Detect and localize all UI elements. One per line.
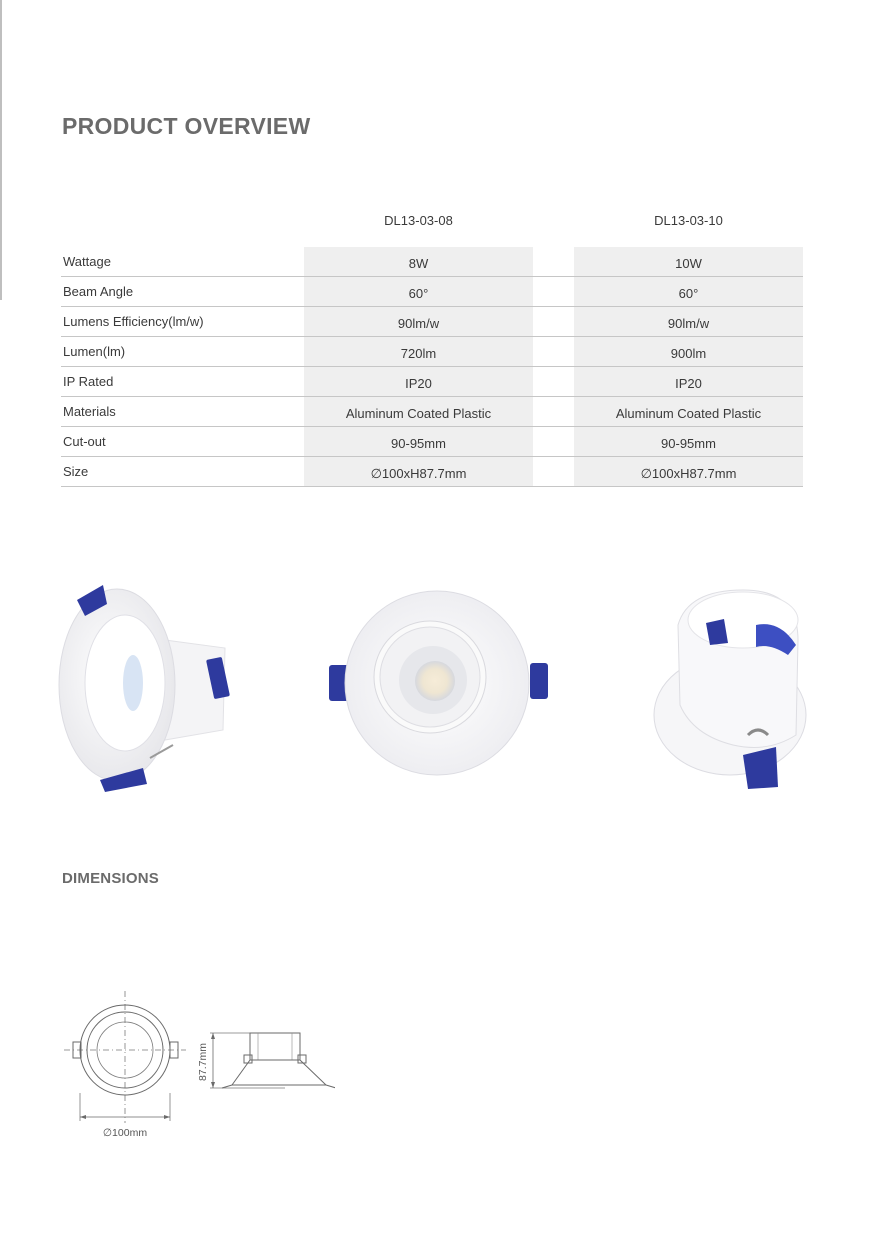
model-2-header: DL13-03-10	[654, 213, 723, 228]
spec-value-model-1: ∅100xH87.7mm	[370, 466, 467, 481]
dimension-drawing	[60, 985, 335, 1145]
spec-label: Beam Angle	[63, 284, 134, 299]
spec-value-model-1: 720lm	[400, 346, 437, 361]
spec-value-model-1: 90-95mm	[391, 436, 446, 451]
product-photo-front	[325, 585, 550, 785]
spec-value-model-2: ∅100xH87.7mm	[640, 466, 737, 481]
spec-value-model-1: 60°	[408, 286, 429, 301]
spec-label: Materials	[63, 404, 116, 419]
product-photo-angled	[55, 580, 245, 795]
spec-label: Cut-out	[63, 434, 106, 449]
spec-value-model-2: 10W	[675, 256, 702, 271]
spec-label: Size	[63, 464, 89, 479]
model-1-header: DL13-03-08	[384, 213, 453, 228]
spec-table	[61, 247, 803, 487]
spec-value-model-1: 8W	[408, 256, 429, 271]
page-edge-line	[0, 0, 2, 300]
spec-value-model-1: 90lm/w	[397, 316, 440, 331]
spec-value-model-1: IP20	[405, 376, 432, 391]
spec-label: Lumens Efficiency(lm/w)	[63, 314, 204, 329]
spec-value-model-2: 900lm	[670, 346, 707, 361]
spec-value-model-2: 90lm/w	[667, 316, 710, 331]
diameter-label: ∅100mm	[102, 1127, 148, 1139]
spec-row-cut-out	[61, 427, 803, 457]
spec-label: IP Rated	[63, 374, 114, 389]
spec-row-lumen	[61, 337, 803, 367]
spec-value-model-2: 60°	[678, 286, 699, 301]
spec-row-lumens-efficiency	[61, 307, 803, 337]
page-title: PRODUCT OVERVIEW	[62, 113, 311, 139]
spec-value-model-1: Aluminum Coated Plastic	[345, 406, 492, 421]
product-photo-rear	[648, 585, 808, 795]
spec-value-model-2: Aluminum Coated Plastic	[615, 406, 762, 421]
spec-row-materials	[61, 397, 803, 427]
spec-row-ip-rated	[61, 367, 803, 397]
spec-label: Wattage	[63, 254, 111, 269]
spec-label: Lumen(lm)	[63, 344, 126, 359]
spec-row-beam-angle	[61, 277, 803, 307]
height-label: 87.7mm	[197, 1043, 209, 1081]
spec-value-model-2: IP20	[675, 376, 702, 391]
spec-value-model-2: 90-95mm	[661, 436, 716, 451]
spec-row-size	[61, 457, 803, 487]
spec-row-wattage	[61, 247, 803, 277]
dimensions-title: DIMENSIONS	[62, 870, 160, 887]
